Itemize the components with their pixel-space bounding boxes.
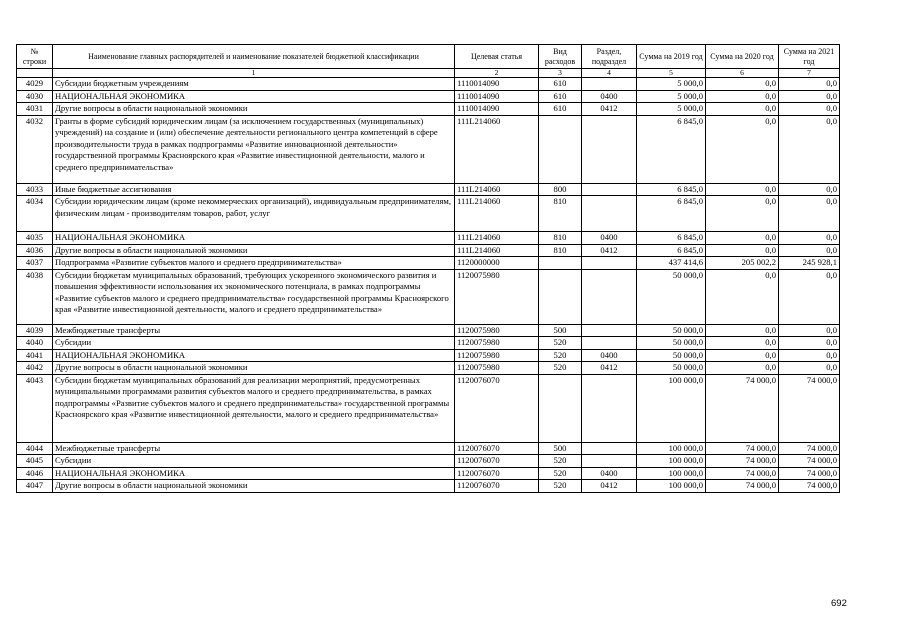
- row-section: 0400: [582, 467, 637, 480]
- row-section: [582, 442, 637, 455]
- row-name: Межбюджетные трансферты: [53, 324, 455, 337]
- row-number: 4029: [17, 78, 53, 91]
- row-sum-2020: 74 000,0: [706, 442, 779, 455]
- row-name: Субсидии бюджетам муниципальных образований, требующих ускоренного экономического развития и повышения эффективности использования их экономического потенциала, в рамках подпрограммы «Развитие субъектов малого и среднего предпринимательства» государственной программы Красноярского края «Развитие инвестиционной деятельности, малого и среднего предпринимательства»: [53, 269, 455, 324]
- row-sum-2021: 0,0: [779, 362, 840, 375]
- row-number: 4039: [17, 324, 53, 337]
- row-expense-type: 520: [539, 467, 582, 480]
- row-sum-2019: 50 000,0: [637, 324, 706, 337]
- row-sum-2021: 0,0: [779, 90, 840, 103]
- row-number: 4042: [17, 362, 53, 375]
- row-name: Субсидии бюджетным учреждениям: [53, 78, 455, 91]
- row-section: 0400: [582, 349, 637, 362]
- budget-document: [16, 44, 839, 493]
- table-row: [17, 467, 840, 480]
- table-row: [17, 349, 840, 362]
- row-sum-2021: 0,0: [779, 337, 840, 350]
- row-target-article: 1120075980: [455, 362, 539, 375]
- row-sum-2021: 0,0: [779, 183, 840, 196]
- row-sum-2020: 0,0: [706, 337, 779, 350]
- column-number: 7: [779, 69, 840, 78]
- row-section: 0400: [582, 90, 637, 103]
- row-section: 0400: [582, 232, 637, 245]
- row-sum-2020: 0,0: [706, 269, 779, 324]
- page-number: 692: [831, 598, 847, 609]
- table-row: [17, 103, 840, 116]
- table-row: [17, 374, 840, 442]
- table-row: [17, 362, 840, 375]
- row-target-article: 1120075980: [455, 337, 539, 350]
- row-number: 4036: [17, 244, 53, 257]
- row-section: [582, 337, 637, 350]
- row-number: 4047: [17, 480, 53, 493]
- row-name: НАЦИОНАЛЬНАЯ ЭКОНОМИКА: [53, 232, 455, 245]
- column-number: 2: [455, 69, 539, 78]
- column-number: 5: [637, 69, 706, 78]
- row-number: 4035: [17, 232, 53, 245]
- row-sum-2019: 100 000,0: [637, 442, 706, 455]
- row-sum-2019: 437 414,6: [637, 257, 706, 270]
- table-body: [17, 78, 840, 493]
- row-section: [582, 374, 637, 442]
- row-target-article: 1110014090: [455, 78, 539, 91]
- row-sum-2020: 0,0: [706, 183, 779, 196]
- row-target-article: 111L214060: [455, 232, 539, 245]
- column-number: 4: [582, 69, 637, 78]
- header-expense-type: Вид расходов: [539, 45, 582, 69]
- row-number: 4030: [17, 90, 53, 103]
- row-sum-2021: 0,0: [779, 78, 840, 91]
- row-sum-2020: 74 000,0: [706, 467, 779, 480]
- row-expense-type: 500: [539, 442, 582, 455]
- row-number: 4043: [17, 374, 53, 442]
- row-sum-2020: 0,0: [706, 115, 779, 183]
- row-name: Субсидии юридическим лицам (кроме некоммерческих организаций), индивидуальным предпринимателям, физическим лицам - производителям товаров, работ, услуг: [53, 196, 455, 232]
- row-section: 0412: [582, 103, 637, 116]
- row-number: 4032: [17, 115, 53, 183]
- row-target-article: 111L214060: [455, 115, 539, 183]
- row-name: Межбюджетные трансферты: [53, 442, 455, 455]
- row-name: НАЦИОНАЛЬНАЯ ЭКОНОМИКА: [53, 467, 455, 480]
- row-name: Иные бюджетные ассигнования: [53, 183, 455, 196]
- row-sum-2019: 100 000,0: [637, 455, 706, 468]
- row-target-article: 1120000000: [455, 257, 539, 270]
- row-expense-type: [539, 115, 582, 183]
- table-row: [17, 115, 840, 183]
- header-target-article: Целевая статья: [455, 45, 539, 69]
- row-sum-2019: 5 000,0: [637, 78, 706, 91]
- row-name: Другие вопросы в области национальной экономики: [53, 362, 455, 375]
- row-target-article: 1120076070: [455, 455, 539, 468]
- row-target-article: 1120075980: [455, 269, 539, 324]
- row-sum-2019: 50 000,0: [637, 349, 706, 362]
- table-row: [17, 196, 840, 232]
- row-sum-2021: 0,0: [779, 196, 840, 232]
- row-target-article: 1120076070: [455, 442, 539, 455]
- row-target-article: 1120075980: [455, 324, 539, 337]
- row-sum-2020: 0,0: [706, 196, 779, 232]
- row-target-article: 111L214060: [455, 183, 539, 196]
- header-sum-2019: Сумма на 2019 год: [637, 45, 706, 69]
- row-expense-type: 520: [539, 480, 582, 493]
- row-sum-2020: 0,0: [706, 349, 779, 362]
- row-name: Подпрограмма «Развитие субъектов малого и среднего предпринимательства»: [53, 257, 455, 270]
- row-sum-2019: 100 000,0: [637, 480, 706, 493]
- row-sum-2021: 0,0: [779, 103, 840, 116]
- table-row: [17, 455, 840, 468]
- table-header: [17, 45, 840, 78]
- column-number: 3: [539, 69, 582, 78]
- header-section: Раздел, подраздел: [582, 45, 637, 69]
- row-expense-type: [539, 374, 582, 442]
- budget-table: [16, 44, 840, 493]
- row-sum-2021: 74 000,0: [779, 467, 840, 480]
- row-number: 4040: [17, 337, 53, 350]
- row-target-article: 111L214060: [455, 244, 539, 257]
- row-expense-type: [539, 257, 582, 270]
- row-target-article: 111L214060: [455, 196, 539, 232]
- row-name: Другие вопросы в области национальной экономики: [53, 480, 455, 493]
- row-sum-2021: 74 000,0: [779, 374, 840, 442]
- row-sum-2020: 74 000,0: [706, 480, 779, 493]
- row-sum-2019: 50 000,0: [637, 362, 706, 375]
- row-expense-type: 520: [539, 455, 582, 468]
- row-number: 4034: [17, 196, 53, 232]
- row-target-article: 1120075980: [455, 349, 539, 362]
- row-name: Другие вопросы в области национальной экономики: [53, 244, 455, 257]
- header-sum-2021: Сумма на 2021 год: [779, 45, 840, 69]
- row-sum-2019: 6 845,0: [637, 196, 706, 232]
- row-expense-type: 810: [539, 196, 582, 232]
- row-sum-2019: 6 845,0: [637, 183, 706, 196]
- row-sum-2019: 6 845,0: [637, 115, 706, 183]
- row-section: [582, 115, 637, 183]
- row-sum-2021: 0,0: [779, 232, 840, 245]
- row-sum-2021: 0,0: [779, 349, 840, 362]
- row-sum-2020: 0,0: [706, 232, 779, 245]
- column-number: [17, 69, 53, 78]
- row-number: 4045: [17, 455, 53, 468]
- row-name: Субсидии бюджетам муниципальных образований для реализации мероприятий, предусмотренных муниципальными программами развития субъектов малого и среднего предпринимательства, в рамках подпрограммы «Развитие субъектов малого и среднего предпринимательства» государственной программы Красноярского края «Развитие инвестиционной деятельности, малого и среднего предпринимательства»: [53, 374, 455, 442]
- row-section: [582, 269, 637, 324]
- row-sum-2020: 0,0: [706, 90, 779, 103]
- row-expense-type: 800: [539, 183, 582, 196]
- header-row-number: № строки: [17, 45, 53, 69]
- row-number: 4031: [17, 103, 53, 116]
- row-sum-2020: 0,0: [706, 103, 779, 116]
- table-row: [17, 337, 840, 350]
- row-number: 4041: [17, 349, 53, 362]
- row-number: 4044: [17, 442, 53, 455]
- row-expense-type: 810: [539, 244, 582, 257]
- row-expense-type: 500: [539, 324, 582, 337]
- row-number: 4033: [17, 183, 53, 196]
- row-section: 0412: [582, 480, 637, 493]
- row-sum-2021: 245 928,1: [779, 257, 840, 270]
- table-row: [17, 442, 840, 455]
- table-row: [17, 183, 840, 196]
- row-number: 4037: [17, 257, 53, 270]
- row-sum-2021: 74 000,0: [779, 480, 840, 493]
- row-sum-2019: 50 000,0: [637, 337, 706, 350]
- table-row: [17, 78, 840, 91]
- row-section: [582, 196, 637, 232]
- row-expense-type: 610: [539, 90, 582, 103]
- row-sum-2020: 74 000,0: [706, 455, 779, 468]
- row-sum-2020: 0,0: [706, 78, 779, 91]
- row-sum-2020: 0,0: [706, 324, 779, 337]
- row-expense-type: 610: [539, 103, 582, 116]
- row-sum-2019: 50 000,0: [637, 269, 706, 324]
- column-number: 6: [706, 69, 779, 78]
- row-sum-2019: 5 000,0: [637, 90, 706, 103]
- row-sum-2021: 0,0: [779, 269, 840, 324]
- column-number: 1: [53, 69, 455, 78]
- header-sum-2020: Сумма на 2020 год: [706, 45, 779, 69]
- table-row: [17, 257, 840, 270]
- row-target-article: 1110014090: [455, 90, 539, 103]
- row-expense-type: 520: [539, 349, 582, 362]
- row-sum-2020: 0,0: [706, 244, 779, 257]
- row-name: Субсидии: [53, 337, 455, 350]
- row-sum-2020: 205 002,2: [706, 257, 779, 270]
- row-section: [582, 455, 637, 468]
- row-expense-type: [539, 269, 582, 324]
- row-section: [582, 183, 637, 196]
- row-expense-type: 810: [539, 232, 582, 245]
- row-section: [582, 257, 637, 270]
- row-section: 0412: [582, 244, 637, 257]
- row-name: Гранты в форме субсидий юридическим лицам (за исключением государственных (муниципальных) учреждений) на создание и (или) обеспечение деятельности регионального центра компетенций в сфере производительности труда в рамках подпрограммы «Развитие инновационной деятельности» государственной программы Красноярского края «Развитие инвестиционной деятельности, малого и среднего предпринимательства»: [53, 115, 455, 183]
- row-sum-2021: 74 000,0: [779, 455, 840, 468]
- row-name: НАЦИОНАЛЬНАЯ ЭКОНОМИКА: [53, 90, 455, 103]
- row-expense-type: 520: [539, 337, 582, 350]
- row-sum-2019: 6 845,0: [637, 244, 706, 257]
- table-row: [17, 232, 840, 245]
- row-section: [582, 78, 637, 91]
- row-sum-2021: 0,0: [779, 115, 840, 183]
- row-sum-2021: 0,0: [779, 324, 840, 337]
- row-name: НАЦИОНАЛЬНАЯ ЭКОНОМИКА: [53, 349, 455, 362]
- table-row: [17, 324, 840, 337]
- row-number: 4046: [17, 467, 53, 480]
- row-sum-2019: 6 845,0: [637, 232, 706, 245]
- row-target-article: 1120076070: [455, 467, 539, 480]
- row-sum-2019: 5 000,0: [637, 103, 706, 116]
- table-row: [17, 480, 840, 493]
- row-name: Субсидии: [53, 455, 455, 468]
- row-target-article: 1110014090: [455, 103, 539, 116]
- row-sum-2021: 74 000,0: [779, 442, 840, 455]
- row-sum-2020: 74 000,0: [706, 374, 779, 442]
- table-row: [17, 90, 840, 103]
- table-row: [17, 244, 840, 257]
- row-sum-2019: 100 000,0: [637, 467, 706, 480]
- header-name: Наименование главных распорядителей и наименование показателей бюджетной классификации: [53, 45, 455, 69]
- row-sum-2020: 0,0: [706, 362, 779, 375]
- row-sum-2019: 100 000,0: [637, 374, 706, 442]
- row-sum-2021: 0,0: [779, 244, 840, 257]
- row-section: [582, 324, 637, 337]
- row-number: 4038: [17, 269, 53, 324]
- row-name: Другие вопросы в области национальной экономики: [53, 103, 455, 116]
- row-section: 0412: [582, 362, 637, 375]
- row-target-article: 1120076070: [455, 480, 539, 493]
- table-row: [17, 269, 840, 324]
- row-expense-type: 520: [539, 362, 582, 375]
- row-expense-type: 610: [539, 78, 582, 91]
- row-target-article: 1120076070: [455, 374, 539, 442]
